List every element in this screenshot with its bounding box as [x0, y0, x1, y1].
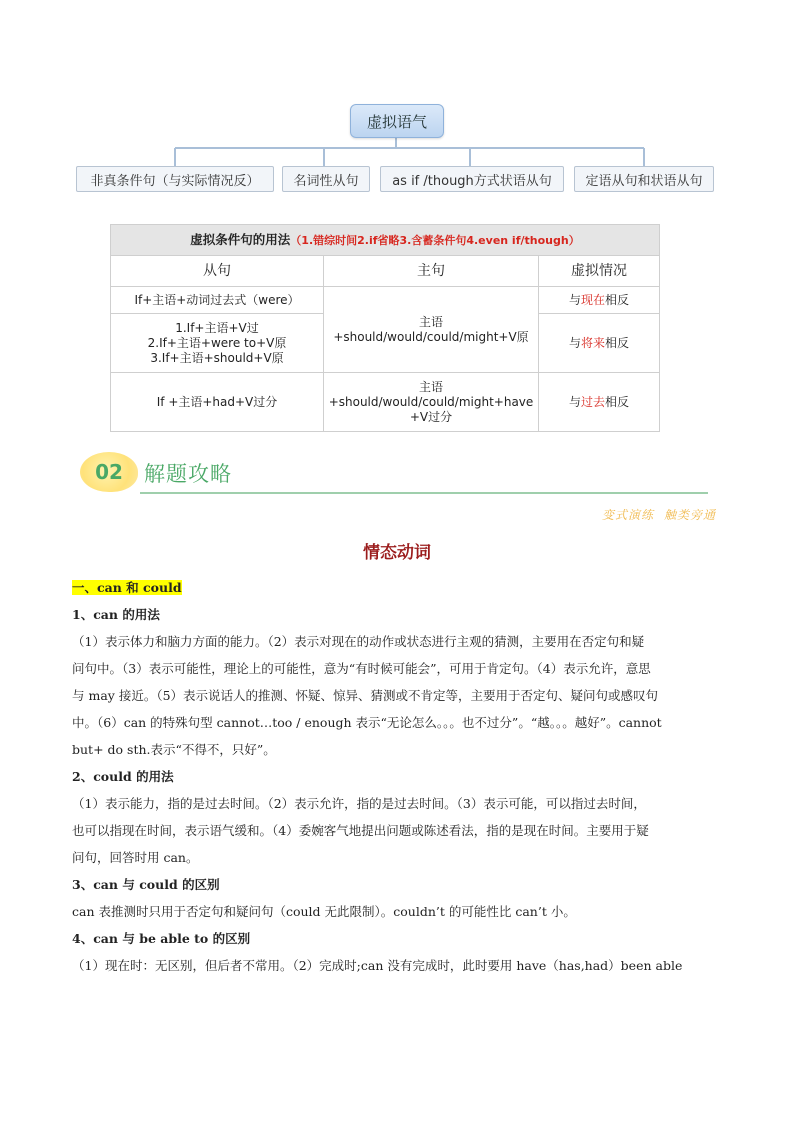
paragraph-line: 问句，回答时用 can。 [72, 850, 199, 865]
table-row [111, 373, 660, 432]
main-clause-cell [324, 373, 539, 432]
main-clause-text: 主语 [418, 314, 443, 329]
paragraph-line: can 表推测时只用于否定句和疑问句（could 无此限制）。couldn’t 的可能性比 can’t 小。 [72, 904, 576, 919]
mind-map-node-conditional: 非真条件句（与实际情况反） [76, 166, 274, 192]
mind-map [72, 98, 722, 196]
document-title: 情态动词 [363, 543, 431, 563]
paragraph-line: （1）现在时：无区别，但后者不常用。（2）完成时;can 没有完成时，此时要用 have（has,had）been able [72, 958, 683, 973]
heading-can-usage: 1、can 的用法 [72, 607, 160, 622]
table-title-note: （1.错综时间2.if省略3.含蓄条件句4.even if/though） [290, 234, 580, 247]
mind-map-node-noun-clause: 名词性从句 [282, 166, 370, 192]
paragraph-line: 与 may 接近。（5）表示说话人的推测、怀疑、惊异、猜测或不肯定等，主要用于否定句、疑问句或感叹句 [72, 688, 659, 703]
main-clause-cell [324, 287, 539, 373]
clause-text: If+主语+动词过去式（were） [134, 292, 300, 307]
clause-text: If +主语+had+V过分 [156, 394, 278, 409]
header-clause: 从句 [111, 256, 324, 287]
section-banner [78, 448, 718, 522]
mind-map-root: 虚拟语气 [350, 104, 444, 138]
conditional-table [110, 224, 660, 432]
heading-could-usage: 2、could 的用法 [72, 769, 174, 784]
clause-cell [111, 287, 324, 314]
section-title: 解题攻略 [144, 462, 232, 486]
situation-cell: 与将来相反 [539, 314, 660, 373]
paragraph-line: but+ do sth.表示“不得不，只好”。 [72, 742, 276, 757]
heading-can-be-able-to-diff: 4、can 与 be able to 的区别 [72, 931, 251, 946]
heading-can-could-diff: 3、can 与 could 的区别 [72, 877, 220, 892]
document-content [72, 574, 732, 979]
section-divider [140, 492, 708, 494]
situation-cell: 与过去相反 [539, 373, 660, 432]
paragraph-line: （1）表示体力和脑力方面的能力。（2）表示对现在的动作或状态进行主观的猜测，主要用在否定句和疑 [72, 634, 645, 649]
table-crop-edge [104, 432, 674, 440]
section-subtitle-2: 触类旁通 [663, 508, 716, 522]
clause-text: 1.If+主语+V过 [175, 320, 259, 335]
paragraph-line: 中。（6）can 的特殊句型 cannot…too / enough 表示“无论怎么。。。也不过分”。“越。。。越好”。cannot [72, 715, 662, 730]
table-row [111, 287, 660, 314]
section-subtitle [592, 506, 716, 523]
main-clause-text: +V过分 [409, 409, 453, 424]
header-situation: 虚拟情况 [539, 256, 660, 287]
section-subtitle-1: 变式演练 [601, 508, 654, 522]
clause-text: 3.If+主语+should+V原 [150, 350, 284, 365]
clause-cell [111, 314, 324, 373]
paragraph-line: 也可以指现在时间，表示语气缓和。（4）委婉客气地提出问题或陈述看法，指的是现在时间。主要用于疑 [72, 823, 649, 838]
main-clause-text: 主语 [418, 379, 443, 394]
paragraph-line: 问句中。（3）表示可能性，理论上的可能性，意为“有时候可能会”，可用于肯定句。（4）表示允许，意思 [72, 661, 651, 676]
main-clause-text: +should/would/could/might+V原 [333, 329, 529, 344]
header-main-clause: 主句 [324, 256, 539, 287]
mind-map-node-as-if: as if /though方式状语从句 [380, 166, 564, 192]
situation-cell: 与现在相反 [539, 287, 660, 314]
mind-map-node-attributive: 定语从句和状语从句 [574, 166, 714, 192]
table-title [111, 225, 660, 256]
main-clause-text: +should/would/could/might+have [328, 394, 534, 409]
table-title-text: 虚拟条件句的用法 [190, 232, 291, 247]
section-number-badge: 02 [80, 452, 138, 492]
section-heading-1: 一、can 和 could [72, 580, 182, 595]
clause-cell [111, 373, 324, 432]
paragraph-line: （1）表示能力，指的是过去时间。（2）表示允许，指的是过去时间。（3）表示可能，可以指过去时间， [72, 796, 646, 811]
clause-text: 2.If+主语+were to+V原 [147, 335, 287, 350]
